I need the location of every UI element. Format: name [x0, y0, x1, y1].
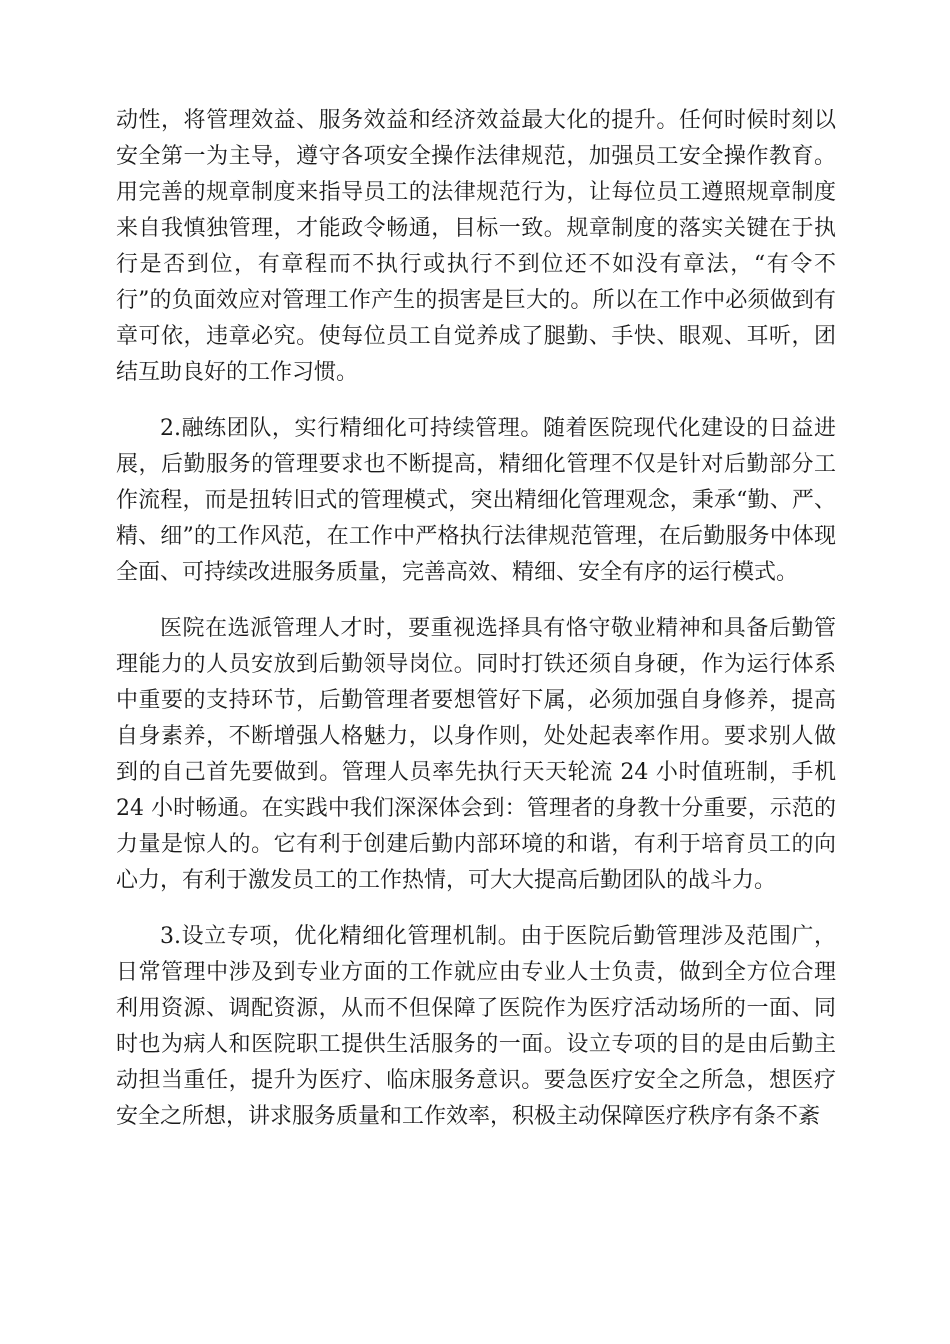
- paragraph-special-projects: 3.设立专项，优化精细化管理机制。由于医院后勤管理涉及范围广，日常管理中涉及到专业方面的工作就应由专业人士负责，做到全方位合理利用资源、调配资源，从而不但保障了医院作为医疗活动场所的一面、同时也为病人和医院职工提供生活服务的一面。设立专项的目的是由后勤主动担当重任，提升为医疗、临床服务意识。要急医疗安全之所急，想医疗安全之所想，讲求服务质量和工作效率，积极主动保障医疗秩序有条不紊: [116, 924, 836, 1129]
- paragraph-continuation: 动性，将管理效益、服务效益和经济效益最大化的提升。任何时候时刻以安全第一为主导，遵守各项安全操作法律规范，加强员工安全操作教育。用完善的规章制度来指导员工的法律规范行为，让每位员工遵照规章制度来自我慎独管理，才能政令畅通，目标一致。规章制度的落实关键在于执行是否到位，有章程而不执行或执行不到位还不如没有章法，“有令不行”的负面效应对管理工作产生的损害是巨大的。所以在工作中必须做到有章可依，违章必究。使每位员工自觉养成了腿勤、手快、眼观、耳听，团结互助良好的工作习惯。: [116, 108, 836, 385]
- paragraph-team-refinement: 2.融练团队，实行精细化可持续管理。随着医院现代化建设的日益进展，后勤服务的管理要求也不断提高，精细化管理不仅是针对后勤部分工作流程，而是扭转旧式的管理模式，突出精细化管理观念，秉承“勤、严、精、细”的工作风范，在工作中严格执行法律规范管理，在后勤服务中体现全面、可持续改进服务质量，完善高效、精细、安全有序的运行模式。: [116, 416, 836, 585]
- paragraph-management-selection: 医院在选派管理人才时，要重视选择具有恪守敬业精神和具备后勤管理能力的人员安放到后勤领导岗位。同时打铁还须自身硬，作为运行体系中重要的支持环节，后勤管理者要想管好下属，必须加强自身修养，提高自身素养，不断增强人格魅力，以身作则，处处起表率作用。要求别人做到的自己首先要做到。管理人员率先执行天天轮流 24 小时值班制，手机 24 小时畅通。在实践中我们深深体会到：管理者的身教十分重要，示范的力量是惊人的。它有利于创建后勤内部环境的和谐，有利于培育员工的向心力，有利于激发员工的工作热情，可大大提高后勤团队的战斗力。: [116, 616, 836, 893]
- document-body: [116, 103, 836, 1155]
